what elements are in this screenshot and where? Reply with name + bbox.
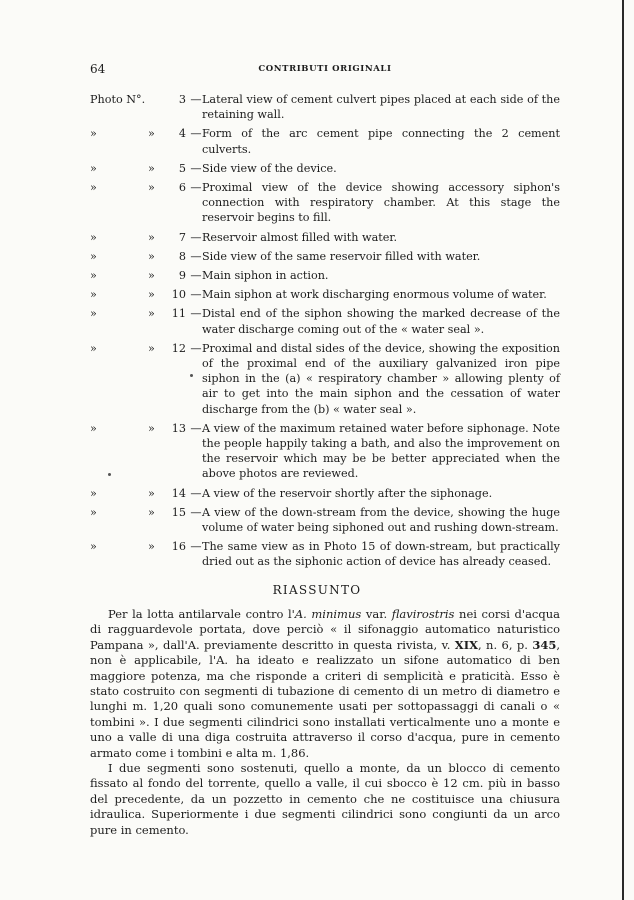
caption-ditto: » [148,230,155,244]
caption-label: » [90,505,97,519]
photo-number: 6 [178,181,186,195]
caption-dash: — [190,505,202,519]
caption-ditto: » [148,540,155,554]
photo-number: 12 [171,341,186,355]
caption-dash: — [190,486,202,500]
photo-caption-row [90,341,560,417]
caption-ditto: » [148,269,155,283]
summary-paragraph-2: I due segmenti sono sostenuti, quello a monte, da un blocco di cemento fissato al fondo del torrente, quello a valle, il cui sbocco è 12 cm. più in basso del precedente, da un pozzetto in cemento che ne costituisce una chiusura idraulica. Superiormente i due segmenti cilindrici sono congiunti da un arco pure in cemento. [90,761,560,837]
caption-lead [90,539,190,569]
page-edge-line [622,0,624,900]
running-title: CONTRIBUTI ORIGINALI [258,64,392,74]
summary-paragraph-1 [90,607,560,761]
caption-label: » [90,249,97,263]
caption-dash: — [190,421,202,435]
photo-number: 14 [171,486,186,500]
caption-ditto: » [148,249,155,263]
caption-text: Reservoir almost filled with water. [202,230,398,244]
photo-number: 9 [178,269,186,283]
caption-label: » [90,341,97,355]
caption-dash: — [190,540,202,554]
caption-label: » [90,230,97,244]
caption-ditto: » [148,127,155,141]
photo-caption-row [90,505,560,535]
caption-text: Proximal view of the device showing accessory siphon's connection with respiratory chamber. At this stage the reservoir begins to fill. [202,181,560,225]
caption-ditto: » [148,505,155,519]
caption-dash: — [190,269,202,283]
caption-lead [90,92,190,122]
photo-number: 5 [178,161,186,175]
caption-label: » [90,269,97,283]
caption-text: Main siphon at work discharging enormous volume of water. [202,288,547,302]
summary-title: RIASSUNTO [272,583,362,597]
caption-lead [90,306,190,336]
summary-text: , non è applicabile, l'A. ha ideato e realizzato un sifone automatico di ben maggiore potenza, ma che risponde a criteri di semplicità e praticità. Esso è stato costruito con segmenti di tubazione di cemento di un metro di diametro e lunghi m. 1,20 quali sono comunemente usati per sottopassaggi di canali o « tombini ». I due segmenti cilindrici sono installati verticalmente uno a monte e uno a valle di una diga costruita attraverso il corso d'acqua, pure in cemento armato come i tombini e alta m. 1,86. [90,637,560,760]
summary-text: Per la lotta antilarvale contro l' [108,607,295,621]
caption-ditto: » [148,288,155,302]
photo-caption-row [90,161,560,176]
caption-text: Distal end of the siphon showing the marked decrease of the water discharge coming out of the « water seal ». [202,307,560,336]
caption-ditto: » [148,181,155,195]
running-head [90,62,560,76]
caption-label: » [90,288,97,302]
photo-caption-row [90,306,560,336]
caption-lead [90,180,190,226]
caption-text: Form of the arc cement pipe connecting the 2 cement culverts. [202,127,560,156]
photo-caption-row [90,421,560,482]
caption-text: Proximal and distal sides of the device, showing the exposition of the proximal end of the auxiliary galvanized iron pipe siphon in the (a) « respiratory chamber » allowing plenty of air to get into the main siphon and the cessation of water discharge from the (b) « water seal ». [202,341,560,416]
volume-number: XIX [454,637,478,652]
caption-ditto: » [148,307,155,321]
caption-ditto: » [148,421,155,435]
caption-text: A view of the maximum retained water before siphonage. Note the people happily taking a bath, and also the improvement on the reservoir which may be be better appreciated when the above photos are reviewed. [202,421,560,481]
photo-number: 3 [178,93,186,106]
photo-number: 10 [171,288,186,302]
photo-number: 16 [171,540,186,554]
caption-label: » [90,181,97,195]
caption-label: » [90,540,97,554]
photo-number: 7 [178,230,186,244]
caption-text: Main siphon in action. [202,269,329,283]
caption-text: A view of the down-stream from the device, showing the huge volume of water being siphoned out and rushing down-stream. [202,505,560,535]
caption-label: Photo N°. [90,93,146,106]
summary-text: var. [361,607,392,621]
caption-text: Side view of the same reservoir filled with water. [202,249,481,263]
photo-caption-row [90,126,560,156]
caption-dash: — [190,230,202,244]
caption-dash: — [190,161,202,175]
caption-dash: — [190,93,202,106]
variety-name: flavirostris [391,607,455,621]
page-number: 64 [90,62,106,76]
photo-caption-row [90,486,560,501]
caption-text: The same view as in Photo 15 of down-stream, but practically dried out as the siphonic action of device has already ceased. [202,540,560,569]
caption-text: A view of the reservoir shortly after the siphonage. [202,486,493,500]
caption-text: Lateral view of cement culvert pipes placed at each side of the retaining wall. [202,93,560,122]
caption-dash: — [190,181,202,195]
summary-body [90,607,560,838]
photo-caption-row [90,539,560,569]
photo-caption-row [90,287,560,302]
caption-ditto: » [148,486,155,500]
caption-dash: — [190,249,202,263]
caption-ditto: » [148,161,155,175]
caption-text: Side view of the device. [202,161,337,175]
photo-number: 15 [171,505,186,519]
photo-number: 11 [171,307,186,321]
caption-label: » [90,421,97,435]
page-reference: 345 [532,637,557,652]
caption-lead [90,126,190,156]
photo-caption-row [90,230,560,245]
photo-caption-row [90,92,560,122]
caption-lead [90,161,190,176]
caption-label: » [90,161,97,175]
caption-lead [90,230,190,245]
caption-dash: — [190,127,202,141]
summary-text: , n. 6, p. [478,637,533,652]
photo-caption-row [90,268,560,283]
caption-lead [90,421,190,482]
species-name: A. minimus [294,607,362,621]
summary-text: nei corsi d'acqua di ragguardevole portata, dove perciò « il sifonaggio automatico naturistico Pampana », dall'A. previamente descritto in questa rivista, v. [90,607,560,652]
photo-number: 4 [178,127,186,141]
ink-speck [190,374,193,377]
photo-number: 8 [178,249,186,263]
caption-label: » [90,127,97,141]
caption-ditto: » [148,341,155,355]
photo-caption-row [90,180,560,226]
photo-caption-list [90,92,560,574]
photo-number: 13 [171,421,186,435]
caption-dash: — [190,341,202,355]
caption-dash: — [190,288,202,302]
caption-lead [90,341,190,417]
ink-speck [108,473,111,476]
caption-lead [90,486,190,501]
photo-caption-row [90,249,560,264]
caption-lead [90,287,190,302]
caption-label: » [90,486,97,500]
caption-dash: — [190,307,202,321]
caption-lead [90,505,190,535]
caption-label: » [90,307,97,321]
caption-lead [90,249,190,264]
caption-lead [90,268,190,283]
